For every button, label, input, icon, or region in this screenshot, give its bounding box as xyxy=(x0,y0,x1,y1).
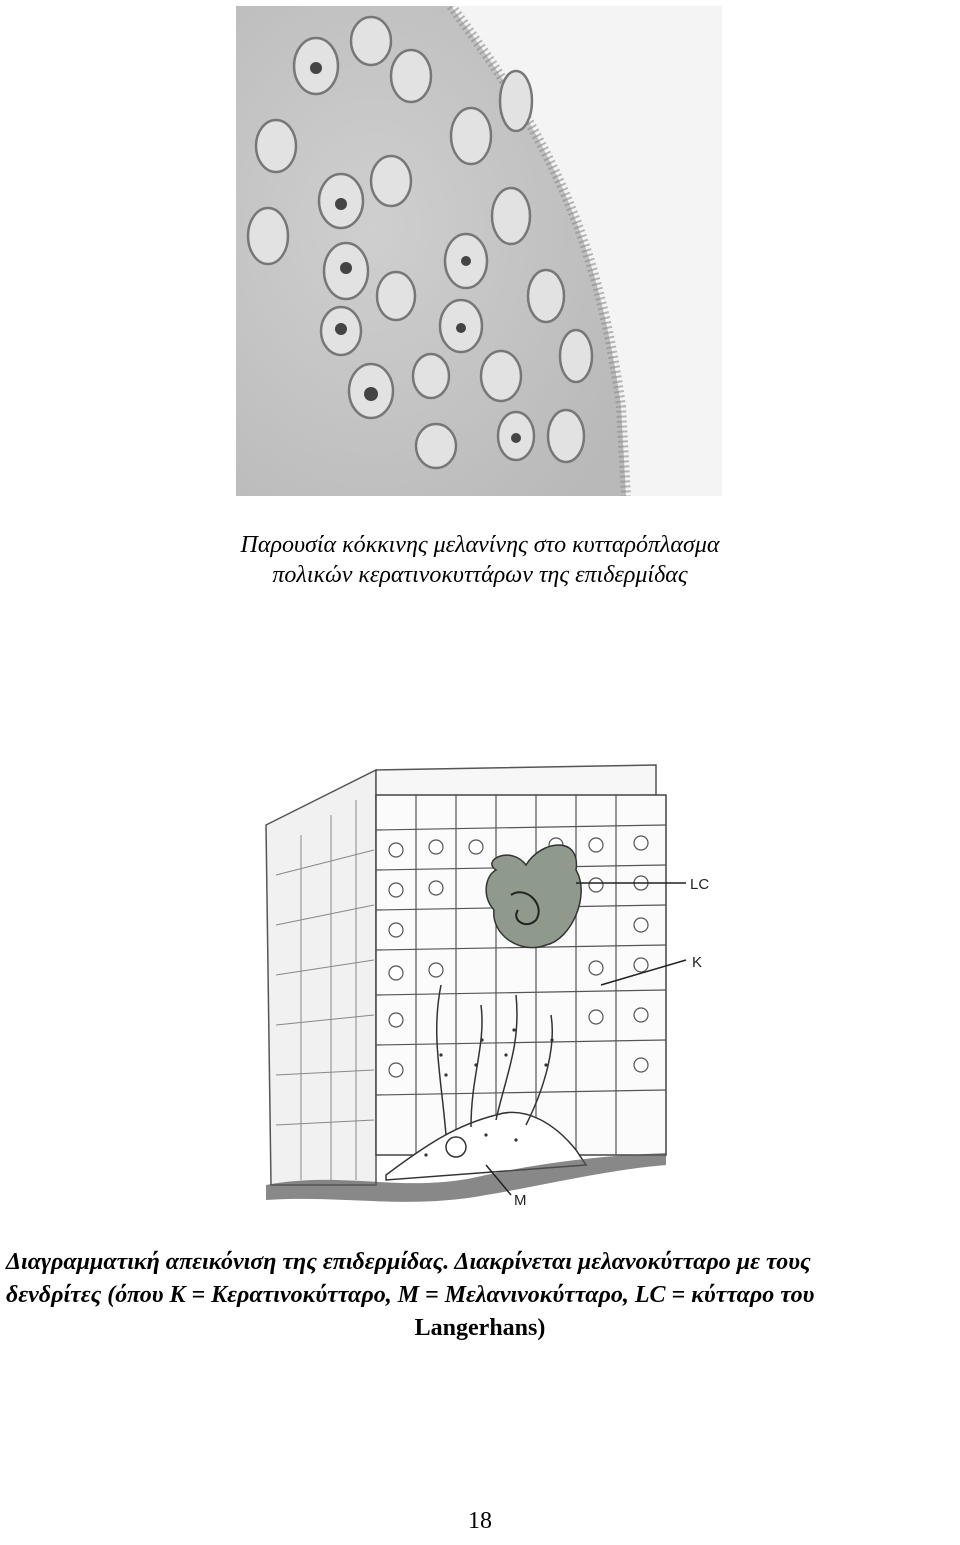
figure1-caption-line2: πολικών κερατινοκυττάρων της επιδερμίδας xyxy=(272,562,688,588)
keratinocyte-micrograph xyxy=(236,6,722,496)
figure2-caption-line1: Διαγραμματική απεικόνιση της επιδερμίδας. Διακρίνεται μελανοκύτταρο με τους xyxy=(6,1249,811,1275)
figure2-caption-line2: δενδρίτες (όπου K = Κερατινοκύτταρο, M = Μελανινοκύτταρο, LC = κύτταρο του xyxy=(6,1282,815,1308)
figure2-caption xyxy=(0,1246,960,1345)
figure2-caption-line3: Langerhans) xyxy=(414,1315,546,1341)
label-k: K xyxy=(692,954,703,971)
label-lc: LC xyxy=(690,876,710,893)
figure1-caption-line1: Παρουσία κόκκινης μελανίνης στο κυτταρόπλασμα xyxy=(240,532,720,558)
figure1-caption xyxy=(0,530,960,590)
epidermis-diagram xyxy=(256,755,720,1213)
label-m: M xyxy=(514,1192,527,1209)
page-number: 18 xyxy=(468,1508,492,1534)
